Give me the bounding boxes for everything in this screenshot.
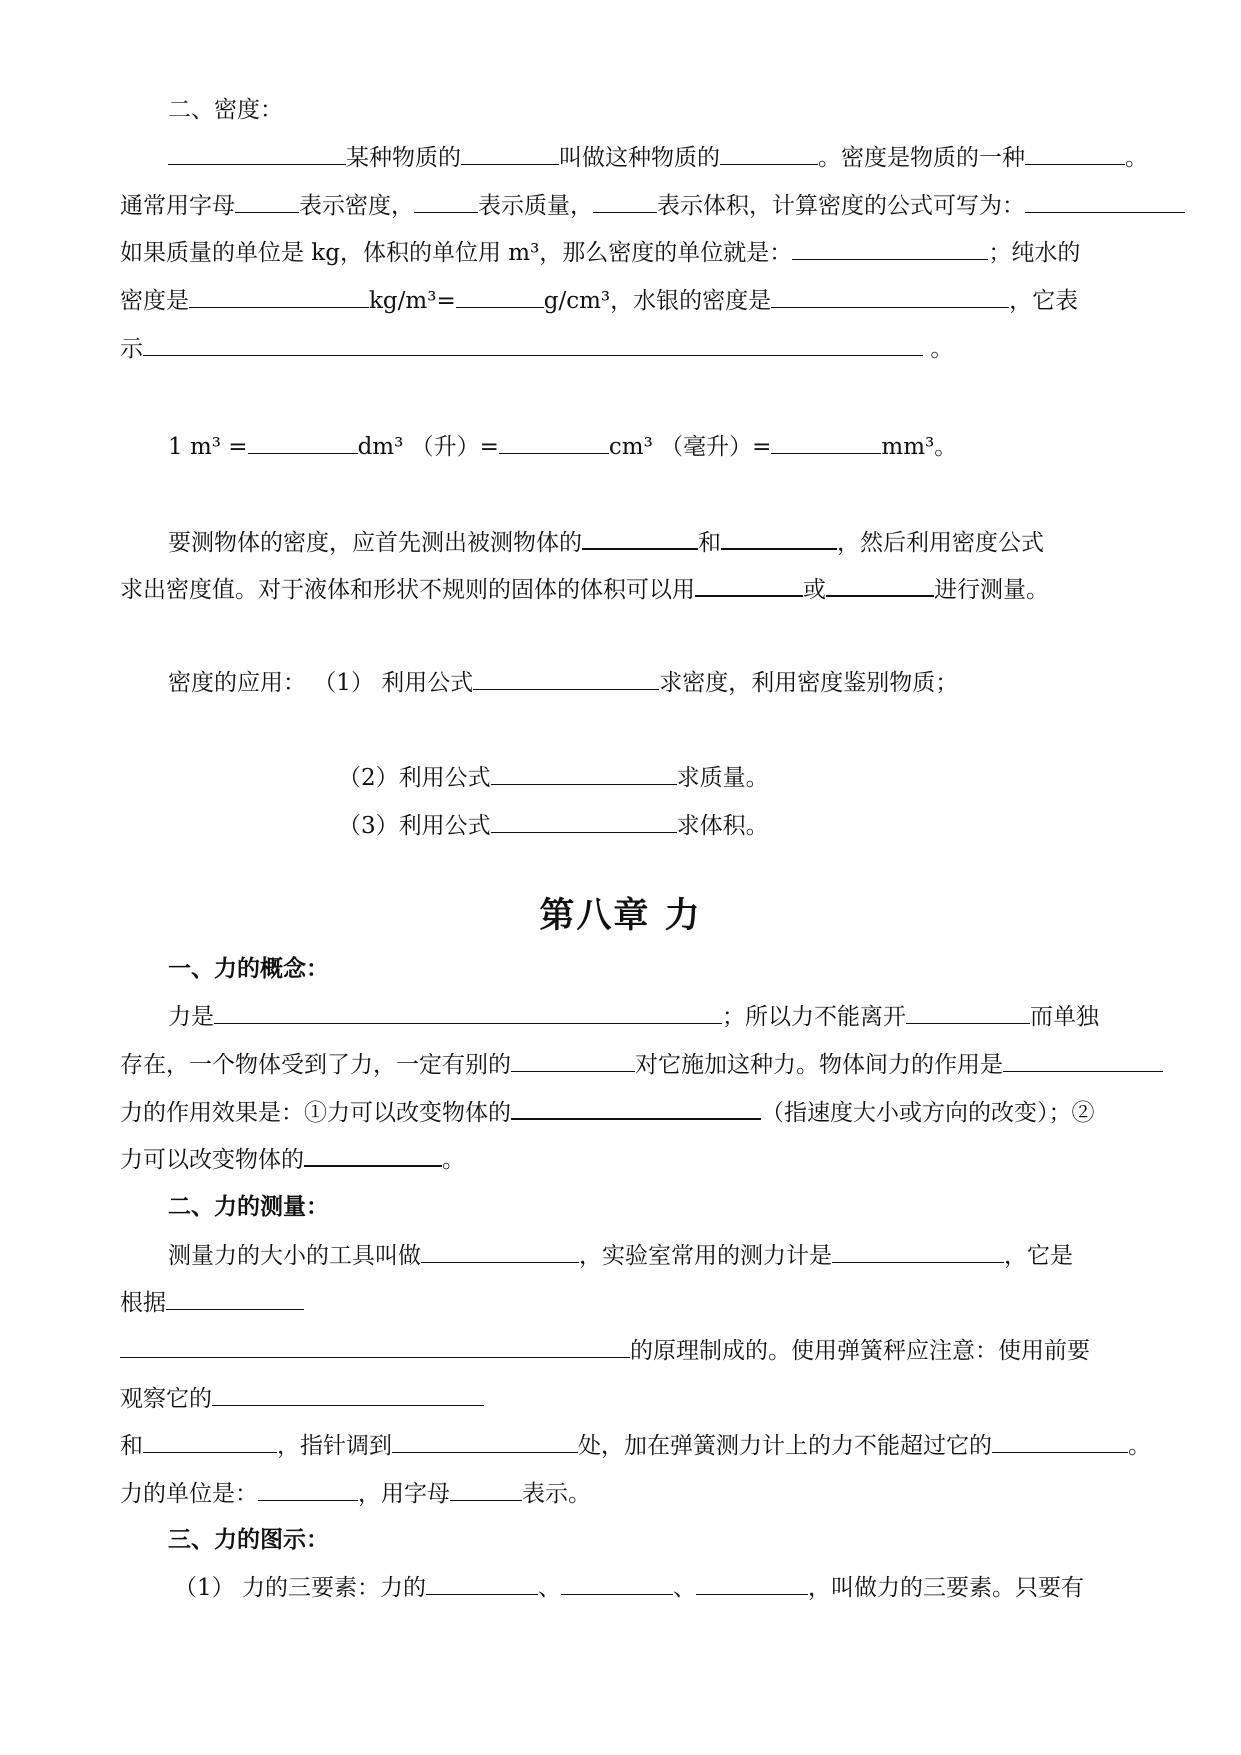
force-measure-line-3: 的原理制成的。使用弹簧秤应注意：使用前要 <box>120 1335 1090 1365</box>
force-three-elements-line: （1） 力的三要素：力的 、 、 ，叫做力的三要素。只要有 <box>174 1572 1084 1602</box>
force-measure-line-5: 和 ，指针调到 处，加在弹簧测力计上的力不能超过它的 。 <box>120 1430 1151 1460</box>
blank[interactable] <box>189 285 369 308</box>
blank[interactable] <box>582 526 698 550</box>
blank[interactable] <box>593 190 657 213</box>
density-application-2: （2）利用公式 求质量。 <box>338 762 769 792</box>
blank[interactable] <box>304 1143 442 1167</box>
blank[interactable] <box>473 667 659 690</box>
blank[interactable] <box>414 190 478 213</box>
chapter-title: 第八章 力 <box>539 896 702 936</box>
blank[interactable] <box>421 1240 579 1263</box>
density-application-1: 密度的应用： （1） 利用公式 求密度，利用密度鉴别物质； <box>168 667 958 697</box>
density-line-5: 示 。 <box>120 333 953 363</box>
blank[interactable] <box>792 237 988 260</box>
blank[interactable] <box>456 285 544 308</box>
blank[interactable] <box>166 1287 304 1310</box>
blank[interactable] <box>258 1478 358 1501</box>
blank[interactable] <box>461 142 559 165</box>
force-concept-line-2: 存在，一个物体受到了力，一定有别的 对它施加这种力。物体间力的作用是 <box>120 1049 1163 1079</box>
unit-conversion-line: 1 m³ = dm³ （升）= cm³ （毫升）= mm³。 <box>168 431 957 461</box>
density-measure-line-2: 求出密度值。对于液体和形状不规则的固体的体积可以用 或 进行测量。 <box>120 573 1049 603</box>
blank[interactable] <box>450 1478 522 1501</box>
blank[interactable] <box>771 431 881 454</box>
blank[interactable] <box>906 1001 1030 1024</box>
blank[interactable] <box>511 1049 635 1072</box>
density-heading: 二、密度： <box>168 97 283 123</box>
density-line-4: 密度是 kg/m³= g/cm³，水银的密度是 ，它表 <box>120 285 1078 315</box>
blank[interactable] <box>832 1240 1004 1263</box>
force-measure-line-1: 测量力的大小的工具叫做 ，实验室常用的测力计是 ，它是 <box>168 1240 1073 1270</box>
density-measure-line-1: 要测物体的密度，应首先测出被测物体的 和 ，然后利用密度公式 <box>168 526 1044 556</box>
density-line-3: 如果质量的单位是 kg，体积的单位用 m³，那么密度的单位就是： ；纯水的 <box>120 237 1080 267</box>
blank[interactable] <box>248 431 358 454</box>
force-measure-line-6: 力的单位是： ，用字母 表示。 <box>120 1478 591 1508</box>
force-measure-heading: 二、力的测量： <box>168 1193 329 1220</box>
blank[interactable] <box>1025 142 1125 165</box>
force-diagram-heading: 三、力的图示： <box>168 1526 329 1553</box>
blank[interactable] <box>212 1383 484 1406</box>
blank[interactable] <box>143 333 923 356</box>
blank[interactable] <box>120 1335 630 1358</box>
density-application-3: （3）利用公式 求体积。 <box>338 810 769 840</box>
density-line-1: 某种物质的 叫做这种物质的 。密度是物质的一种 。 <box>168 142 1148 172</box>
blank[interactable] <box>826 573 934 597</box>
blank[interactable] <box>499 431 609 454</box>
force-concept-line-1: 力是 ；所以力不能离开 而单独 <box>168 1001 1099 1031</box>
blank[interactable] <box>511 1096 761 1120</box>
blank[interactable] <box>992 1430 1128 1453</box>
blank[interactable] <box>168 142 346 165</box>
blank[interactable] <box>720 142 818 165</box>
blank[interactable] <box>491 762 677 785</box>
blank[interactable] <box>696 1572 808 1595</box>
blank[interactable] <box>392 1430 578 1453</box>
blank[interactable] <box>1003 1049 1163 1072</box>
blank[interactable] <box>235 190 299 213</box>
blank[interactable] <box>695 573 803 597</box>
blank[interactable] <box>214 1001 722 1024</box>
force-concept-line-4: 力可以改变物体的 。 <box>120 1143 465 1173</box>
blank[interactable] <box>426 1572 538 1595</box>
blank[interactable] <box>1025 190 1185 213</box>
density-line-2: 通常用字母 表示密度， 表示质量， 表示体积，计算密度的公式可写为： <box>120 190 1185 220</box>
blank[interactable] <box>491 810 677 833</box>
blank[interactable] <box>721 526 837 550</box>
force-concept-line-3: 力的作用效果是：①力可以改变物体的 （指速度大小或方向的改变）；② <box>120 1096 1095 1126</box>
force-measure-line-4: 观察它的 <box>120 1383 484 1413</box>
blank[interactable] <box>771 285 1009 308</box>
force-measure-line-2: 根据 <box>120 1287 304 1317</box>
blank[interactable] <box>143 1430 277 1453</box>
blank[interactable] <box>561 1572 673 1595</box>
force-concept-heading: 一、力的概念： <box>168 955 329 982</box>
